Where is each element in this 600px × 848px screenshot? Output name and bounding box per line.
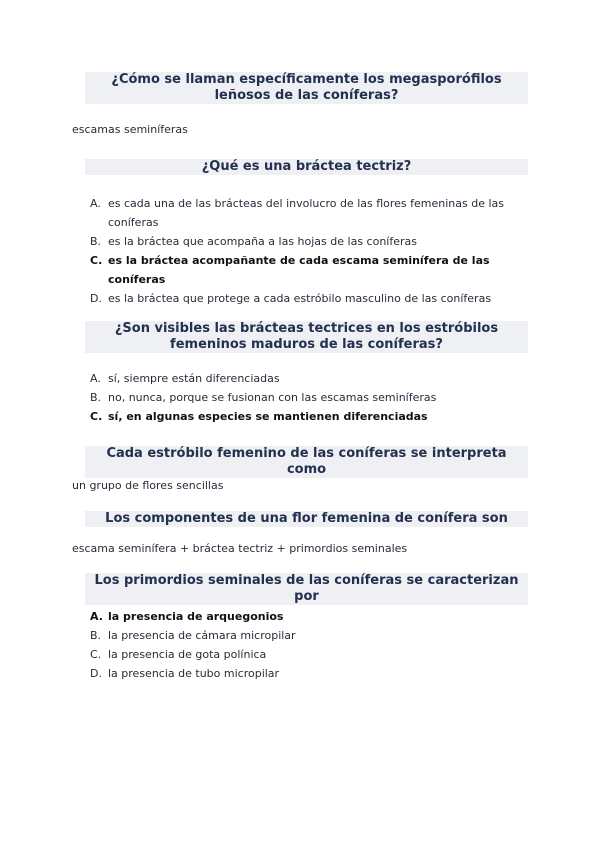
option-letter: A. — [90, 372, 101, 385]
option-text: sí, siempre están diferenciadas — [108, 372, 280, 385]
option-text: la presencia de arquegonios — [108, 610, 284, 623]
option-letter: C. — [90, 254, 103, 267]
option-3b — [90, 388, 510, 407]
option-letter: C. — [90, 410, 103, 423]
option-letter: B. — [90, 629, 102, 642]
question-5: Los componentes de una flor femenina de conífera son — [85, 511, 528, 527]
options-2 — [90, 194, 510, 308]
option-2a — [90, 194, 510, 232]
option-3a — [90, 369, 510, 388]
option-text: es cada una de las brácteas del involucro de las flores femeninas de las coníferas — [108, 197, 505, 229]
options-6 — [90, 607, 510, 683]
option-6d — [90, 664, 510, 683]
option-2b — [90, 232, 510, 251]
option-text: la presencia de cámara micropilar — [108, 629, 296, 642]
answer-4: un grupo de flores sencillas — [72, 479, 224, 492]
question-4: Cada estróbilo femenino de las coníferas se interpreta como — [85, 446, 528, 478]
option-2d — [90, 289, 510, 308]
question-6: Los primordios seminales de las coníferas se caracterizan por — [85, 573, 528, 605]
option-text: no, nunca, porque se fusionan con las escamas seminíferas — [108, 391, 437, 404]
answer-5: escama seminífera + bráctea tectriz + primordios seminales — [72, 542, 408, 555]
option-text: es la bráctea que protege a cada estróbilo masculino de las coníferas — [108, 292, 492, 305]
option-letter: B. — [90, 235, 102, 248]
question-1: ¿Cómo se llaman específicamente los megasporófilos leñosos de las coníferas? — [85, 72, 528, 104]
option-6a-correct — [90, 607, 510, 626]
options-3 — [90, 369, 510, 426]
question-3: ¿Son visibles las brácteas tectrices en los estróbilos femeninos maduros de las coníferas? — [85, 321, 528, 353]
option-letter: D. — [90, 292, 102, 305]
option-letter: A. — [90, 197, 101, 210]
option-text: la presencia de tubo micropilar — [108, 667, 280, 680]
option-text: es la bráctea acompañante de cada escama seminífera de las coníferas — [108, 254, 490, 286]
option-letter: A. — [90, 610, 103, 623]
question-2: ¿Qué es una bráctea tectriz? — [85, 159, 528, 175]
option-letter: C. — [90, 648, 102, 661]
option-2c-correct — [90, 251, 510, 289]
option-text: la presencia de gota polínica — [108, 648, 267, 661]
answer-1: escamas seminíferas — [72, 123, 188, 136]
option-text: sí, en algunas especies se mantienen diferenciadas — [108, 410, 428, 423]
option-letter: D. — [90, 667, 102, 680]
option-letter: B. — [90, 391, 102, 404]
option-3c-correct — [90, 407, 510, 426]
option-6b — [90, 626, 510, 645]
option-6c — [90, 645, 510, 664]
option-text: es la bráctea que acompaña a las hojas de las coníferas — [108, 235, 417, 248]
